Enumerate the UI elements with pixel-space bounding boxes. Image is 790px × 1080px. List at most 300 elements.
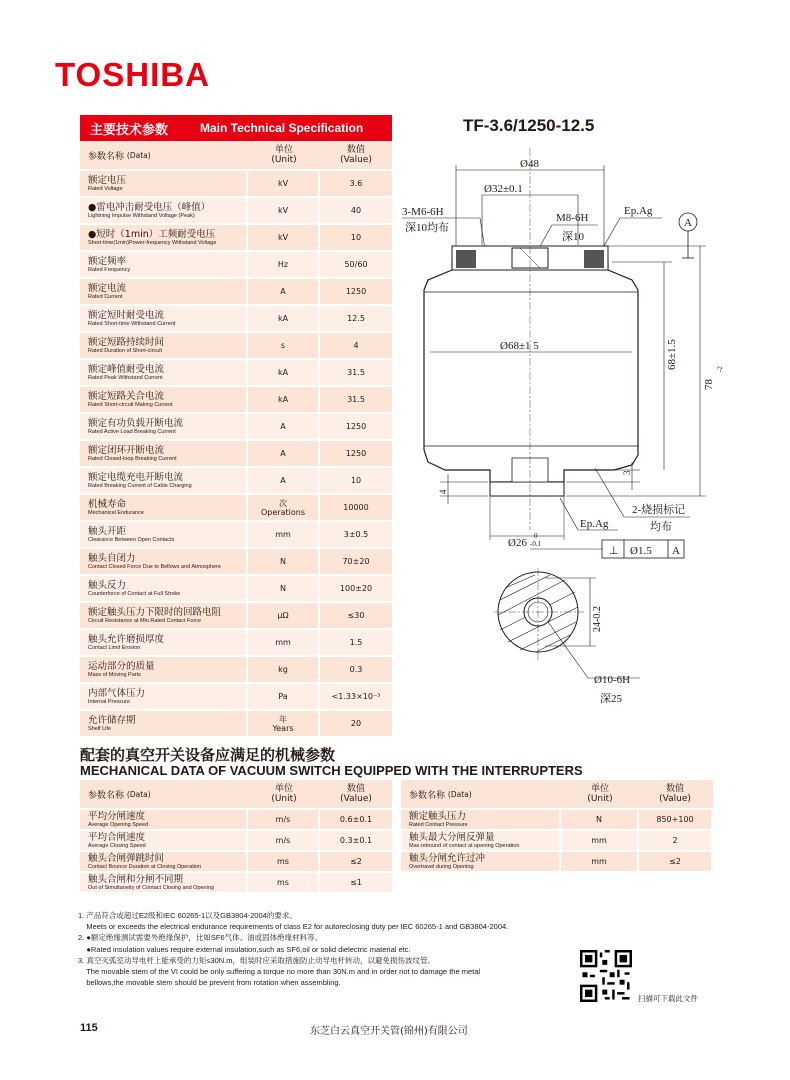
table-row: [80, 657, 392, 684]
table-row: [80, 549, 392, 576]
param-name-en: Max.rebound of contact at opening Operation: [409, 842, 520, 849]
qr-code-icon[interactable]: [580, 950, 632, 1002]
param-value: ≤2: [669, 857, 681, 866]
param-value: 0.6±0.1: [339, 815, 373, 824]
param-name-en: Lightning Impulse Withstand Voltage (Peak): [88, 212, 195, 219]
param-name-en: Rated Voltage: [88, 185, 123, 192]
col-value-en: (Value): [340, 155, 372, 165]
spec-column-header: [80, 141, 392, 171]
value-cell: [320, 495, 392, 520]
dim-d26: Ø26: [508, 537, 527, 549]
mech-left-rows: [80, 810, 392, 894]
param-name-cn: 触头反力: [88, 579, 127, 591]
param-name-cn: 触头开距: [88, 525, 127, 537]
unit-cell: [248, 198, 318, 223]
tol-symbol: ⊥: [609, 545, 619, 557]
unit-value: A: [280, 287, 286, 296]
param-value: 20: [350, 719, 362, 728]
col-value: [320, 780, 392, 808]
unit-cell: [561, 852, 637, 871]
value-cell: [320, 549, 392, 574]
param-cell: [80, 306, 246, 331]
unit-value: 次: [279, 498, 287, 508]
param-value: 3±0.5: [343, 530, 369, 539]
unit-cell: [248, 831, 318, 850]
tol-reference: A: [672, 545, 680, 557]
footnotes: [78, 910, 638, 988]
dim-d68: Ø68±1 5: [500, 340, 539, 352]
col-value-en: (Value): [340, 794, 372, 804]
unit-value: N: [280, 557, 286, 566]
unit-cell: [248, 333, 318, 358]
spec-header: [80, 115, 392, 141]
col-value-cn: 数值: [665, 784, 684, 794]
unit-value: Pa: [278, 692, 288, 701]
table-row: [80, 198, 392, 225]
value-cell: [320, 630, 392, 655]
param-value: 50/60: [344, 260, 368, 269]
param-value: ≤30: [347, 611, 365, 620]
param-value: 4: [353, 341, 359, 350]
unit-value: 年: [279, 714, 287, 724]
param-name-en: Counterforce of Contact at Full Stroke: [88, 590, 181, 597]
param-cell: [80, 873, 246, 892]
value-cell: [320, 360, 392, 385]
unit-cell: [248, 306, 318, 331]
param-name-en: Internal Pressure: [88, 698, 130, 705]
param-cell: [80, 810, 246, 829]
value-cell: [639, 810, 711, 829]
unit-cell: [248, 873, 318, 892]
label-epag-top: Ep.Ag: [624, 205, 653, 217]
param-name-cn: 内部气体压力: [88, 687, 146, 699]
param-name-cn: 触头合闸和分闸不同期: [88, 873, 184, 885]
param-value: 850+100: [656, 815, 694, 824]
param-cell: [80, 171, 246, 196]
spec-table: [80, 115, 392, 738]
value-cell: [320, 306, 392, 331]
unit-cell: [248, 387, 318, 412]
param-value: <1.33×10⁻³: [331, 692, 381, 701]
footnote-line: bellows,the movable stem should be prevent from rotation when assembling.: [78, 978, 341, 988]
mech-left-column-header: [80, 780, 392, 810]
col-value: [320, 141, 392, 169]
unit-cell: [248, 630, 318, 655]
col-value-cn: 数值: [346, 145, 365, 155]
param-name-en: Rated Current: [88, 293, 123, 300]
table-row: [401, 831, 713, 852]
param-cell: [80, 441, 246, 466]
mech-title-en: MECHANICAL DATA OF VACUUM SWITCH EQUIPPED WITH THE INTERRUPTERS: [80, 763, 583, 778]
unit-cell: [248, 603, 318, 628]
param-name-cn: 额定闭环开断电流: [88, 444, 165, 456]
unit-value: mm: [591, 836, 607, 845]
param-value: 100±20: [339, 584, 373, 593]
qr-label: 扫描可下载此文件: [638, 994, 698, 1003]
param-cell: [80, 414, 246, 439]
table-row: [80, 603, 392, 630]
value-cell: [320, 576, 392, 601]
table-row: [80, 495, 392, 522]
footnote-line: 2. ●额定绝缘测试需要外绝缘保护，比如SF6气体、油或固体绝缘材料等。: [78, 933, 323, 943]
value-cell: [320, 387, 392, 412]
unit-value: kA: [277, 314, 289, 323]
table-row: [80, 576, 392, 603]
table-row: [401, 810, 713, 831]
unit-value: A: [280, 476, 286, 485]
param-name-cn: 运动部分的质量: [88, 660, 155, 672]
param-cell: [80, 852, 246, 871]
col-param-en: (Data): [126, 150, 151, 160]
param-name-cn: 额定峰值耐受电流: [88, 363, 165, 375]
param-value: ≤2: [350, 857, 362, 866]
param-name-cn: 额定触头压力下限时的回路电阻: [88, 606, 222, 618]
technical-drawing: [400, 140, 730, 710]
value-cell: [639, 852, 711, 871]
col-unit-cn: 单位: [590, 784, 609, 794]
value-cell: [320, 252, 392, 277]
unit-cell: [248, 852, 318, 871]
param-name-en: Average Closing Speed: [88, 842, 146, 849]
mech-right-column-header: [401, 780, 713, 810]
param-name-en: Average Opening Speed: [88, 821, 149, 828]
param-cell: [80, 387, 246, 412]
unit-value: mm: [275, 530, 291, 539]
col-unit: [248, 780, 320, 808]
footnote-line: Meets or exceeds the electrical endurance requirements of class E2 for autoreclosing duty per IEC 60265-1 and GB3804-2004.: [78, 922, 509, 932]
param-name-cn: ●雷电冲击耐受电压（峰值）: [88, 201, 211, 213]
value-cell: [320, 852, 392, 871]
param-value: 12.5: [347, 314, 365, 323]
param-name-en: Clearance Between Open Contacts: [88, 536, 175, 543]
value-cell: [320, 441, 392, 466]
col-param-cn: 参数名称: [409, 790, 446, 801]
param-name-cn: 额定触头压力: [409, 810, 467, 822]
param-name-en: Mass of Moving Parts: [88, 671, 141, 678]
value-cell: [320, 171, 392, 196]
col-unit: [561, 780, 639, 808]
dim-h78-tol: -2: [716, 366, 724, 372]
param-name-en: Contact Limit Erosion: [88, 644, 141, 651]
param-name-en: Out of Simultaneity of Contact Closing and Opening: [88, 884, 214, 891]
unit-value: kg: [278, 665, 288, 674]
value-cell: [320, 810, 392, 829]
param-cell: [80, 225, 246, 250]
param-name-en: Rated Frequency: [88, 266, 131, 273]
param-cell: [80, 684, 246, 709]
table-row: [80, 852, 392, 873]
param-name-cn: 触头最大分闸反弹量: [409, 831, 495, 843]
tol-value: Ø1.5: [630, 545, 652, 557]
unit-cell: [248, 495, 318, 520]
col-param: [80, 141, 248, 169]
col-unit: [248, 141, 320, 169]
dim-d26-tol0: 0: [534, 532, 538, 540]
param-name-cn: 额定电压: [88, 174, 127, 186]
value-cell: [320, 414, 392, 439]
param-value: 70±20: [342, 557, 370, 566]
company-name: 东芝白云真空开关管(锦州)有限公司: [310, 1026, 468, 1037]
footnote-line: 3. 真空灭弧室动导电杆上能承受的力矩≤30N.m，组装时应采取措施防止动导电杆转动，以避免损伤波纹管。: [78, 955, 436, 965]
label-m8: M8-6H: [556, 212, 589, 224]
value-cell: [320, 198, 392, 223]
param-cell: [80, 522, 246, 547]
param-cell: [80, 252, 246, 277]
col-param: [401, 780, 561, 808]
unit-cell: [248, 252, 318, 277]
table-row: [80, 711, 392, 738]
param-name-en: Rated Contact Pressure: [409, 821, 468, 828]
unit-value: kV: [277, 233, 289, 242]
param-name-cn: 机械寿命: [88, 498, 127, 510]
dim-4: 4: [438, 489, 448, 494]
param-cell: [80, 576, 246, 601]
col-unit-en: (Unit): [271, 794, 297, 804]
param-name-cn: 额定短时耐受电流: [88, 309, 165, 321]
table-row: [80, 252, 392, 279]
unit-cell: [248, 810, 318, 829]
unit-value: kA: [277, 395, 289, 404]
param-name-cn: 平均合闸速度: [88, 831, 146, 843]
unit-cell: [561, 831, 637, 850]
param-name-cn: 额定短路关合电流: [88, 390, 165, 402]
col-unit-cn: 单位: [274, 784, 293, 794]
param-value: 10000: [343, 503, 369, 512]
param-name-cn: 允许储存期: [88, 714, 136, 726]
param-cell: [401, 852, 559, 871]
value-cell: [320, 225, 392, 250]
param-name-cn: 触头自闭力: [88, 552, 136, 564]
param-name-en: Circuit Resistance at Min.Rated Contact Force: [88, 617, 202, 624]
table-row: [80, 810, 392, 831]
spec-rows: [80, 171, 392, 738]
mech-title-cn: 配套的真空开关设备应满足的机械参数: [80, 746, 336, 764]
param-cell: [80, 279, 246, 304]
unit-cell: [248, 522, 318, 547]
param-name-cn: 触头允许磨损厚度: [88, 633, 165, 645]
col-value-en: (Value): [659, 794, 691, 804]
param-value: 10: [350, 233, 362, 242]
value-cell: [320, 333, 392, 358]
param-name-en: Shelf Life: [88, 725, 111, 732]
param-name-cn: 触头合闸弹跳时间: [88, 852, 165, 864]
dim-d26-tol: -0.1: [530, 540, 542, 548]
col-param-en: (Data): [447, 789, 472, 799]
col-param-cn: 参数名称: [88, 790, 125, 801]
param-value: 10: [350, 476, 362, 485]
dim-d10: Ø10-6H: [594, 674, 631, 686]
table-row: [80, 279, 392, 306]
dim-h24: 24-0.2: [592, 606, 603, 632]
col-unit-en: (Unit): [271, 155, 297, 165]
col-unit-en: (Unit): [587, 794, 613, 804]
unit-cell: [248, 576, 318, 601]
param-name-en: Contact Closed Force Due to Bellows and Atmosphere: [88, 563, 221, 570]
table-row: [80, 630, 392, 657]
param-name-cn: 触头分闸允许过冲: [409, 852, 486, 864]
mech-right-rows: [401, 810, 713, 873]
label-epag-bottom: Ep.Ag: [580, 518, 609, 530]
param-name-en: Rated Short-time Withstand Current: [88, 320, 176, 327]
footnote-line: ●Rated insulation values require external insulation,such as SF6,oil or solid dielectric material etc.: [78, 944, 411, 954]
unit-value: N: [596, 815, 602, 824]
unit-value: m/s: [275, 815, 291, 824]
spec-title-cn: 主要技术参数: [80, 119, 200, 138]
unit-value: μΩ: [277, 611, 289, 620]
param-value: 1250: [345, 422, 367, 431]
unit-cell: [248, 684, 318, 709]
param-cell: [80, 198, 246, 223]
label-burn-mark-2: 均布: [650, 521, 672, 533]
param-name-cn: 额定有功负载开断电流: [88, 417, 184, 429]
mech-table-left: [80, 780, 392, 894]
param-cell: [80, 468, 246, 493]
unit-value: mm: [591, 857, 607, 866]
page-number: 115: [80, 1022, 98, 1034]
value-cell: [320, 603, 392, 628]
dim-d10-depth: 深25: [600, 693, 622, 705]
unit-cell: [248, 279, 318, 304]
toshiba-logo: TOSHIBA: [55, 56, 210, 93]
unit-cell: [248, 360, 318, 385]
param-cell: [80, 603, 246, 628]
param-cell: [80, 831, 246, 850]
col-value-cn: 数值: [346, 784, 365, 794]
param-name-en: Rated Duration of Short-circuit: [88, 347, 162, 354]
unit-value: kV: [277, 179, 289, 188]
param-cell: [401, 831, 559, 850]
param-name-cn: ●短时（1min）工频耐受电压: [88, 228, 216, 240]
table-row: [80, 306, 392, 333]
table-row: [80, 360, 392, 387]
unit-cell: [248, 711, 318, 736]
unit-cell: [248, 171, 318, 196]
table-row: [80, 468, 392, 495]
param-cell: [80, 657, 246, 682]
param-name-en: Overtravel during Opening: [409, 863, 474, 870]
param-value: 40: [350, 206, 362, 215]
param-name-en: Contact Bounce Duration at Closing Operation: [88, 863, 202, 870]
table-row: [80, 333, 392, 360]
unit-cell: [248, 414, 318, 439]
unit-value: A: [280, 422, 286, 431]
dim-h78: 78: [703, 379, 715, 390]
unit-value-en: Operations: [261, 507, 305, 517]
label-m6-depth: 深10均布: [405, 222, 449, 234]
param-name-en: Rated Breaking Current of Cable Charging: [88, 482, 192, 489]
value-cell: [320, 279, 392, 304]
label-m6: 3-M6-6H: [402, 206, 444, 218]
unit-value: ms: [277, 857, 289, 866]
param-name-en: Rated Closed-loop Breaking Current: [88, 455, 177, 462]
datum-a-label: A: [684, 217, 692, 229]
unit-value: m/s: [275, 836, 291, 845]
spec-title-en: Main Technical Specification: [200, 121, 364, 135]
param-value: 1250: [345, 449, 367, 458]
param-name-cn: 额定电流: [88, 282, 127, 294]
param-name-en: Mechanical Endurance: [88, 509, 144, 516]
param-name-en: Rated Short-circuit Making Current: [88, 401, 173, 408]
value-cell: [320, 711, 392, 736]
param-cell: [80, 711, 246, 736]
unit-value: s: [280, 341, 286, 350]
param-value: 0.3±0.1: [339, 836, 373, 845]
label-m8-depth: 深10: [562, 231, 584, 243]
unit-value: ms: [277, 878, 289, 887]
table-row: [80, 873, 392, 894]
unit-cell: [248, 225, 318, 250]
param-name-en: Rated Active Load Breaking Current: [88, 428, 176, 435]
col-param-cn: 参数名称: [88, 151, 125, 162]
label-burn-mark: 2-烧损标记: [632, 504, 686, 516]
value-cell: [320, 657, 392, 682]
col-value: [639, 780, 711, 808]
unit-cell: [248, 468, 318, 493]
param-name-en: Short-time(1min)Power-frequency Withstand Voltage: [88, 239, 217, 246]
param-value: 1.5: [349, 638, 363, 647]
unit-value: mm: [275, 638, 291, 647]
mech-table-right: [401, 780, 713, 873]
col-unit-cn: 单位: [274, 145, 293, 155]
param-cell: [80, 549, 246, 574]
param-cell: [401, 810, 559, 829]
dim-h68: 68±1.5: [666, 339, 678, 370]
unit-cell: [561, 810, 637, 829]
table-row: [80, 831, 392, 852]
model-number: TF-3.6/1250-12.5: [463, 116, 595, 135]
table-row: [80, 522, 392, 549]
col-param-en: (Data): [126, 789, 151, 799]
param-value: 31.5: [347, 395, 365, 404]
dim-d48: Ø48: [520, 158, 539, 170]
value-cell: [320, 684, 392, 709]
param-value: 1250: [345, 287, 367, 296]
value-cell: [320, 522, 392, 547]
value-cell: [320, 873, 392, 892]
table-row: [80, 414, 392, 441]
footnote-line: The movable stem of the VI could be only suffering a torque no more than 30N.m and in order not to damage the metal: [78, 967, 481, 977]
param-cell: [80, 333, 246, 358]
param-value: 0.3: [349, 665, 363, 674]
unit-value: Hz: [277, 260, 289, 269]
value-cell: [639, 831, 711, 850]
param-name-en: Rated Peak Withstand Current: [88, 374, 163, 381]
value-cell: [320, 831, 392, 850]
param-name-cn: 额定电缆充电开断电流: [88, 471, 184, 483]
table-row: [80, 225, 392, 252]
param-name-cn: 额定频率: [88, 255, 127, 267]
col-param: [80, 780, 248, 808]
param-cell: [80, 630, 246, 655]
dim-3: 3: [622, 470, 632, 475]
footnote-line: 1. 产品符合或超过E2级和IEC 60265-1以及GB3804-2004的要求。: [78, 911, 297, 920]
param-name-cn: 额定短路持续时间: [88, 336, 165, 348]
unit-value: N: [280, 584, 286, 593]
unit-cell: [248, 657, 318, 682]
unit-cell: [248, 441, 318, 466]
table-row: [80, 387, 392, 414]
param-cell: [80, 360, 246, 385]
param-value: 2: [672, 836, 678, 845]
unit-value: kV: [277, 206, 289, 215]
param-cell: [80, 495, 246, 520]
unit-value: kA: [277, 368, 289, 377]
table-row: [80, 441, 392, 468]
table-row: [401, 852, 713, 873]
param-value: 3.6: [349, 179, 363, 188]
unit-value: A: [280, 449, 286, 458]
param-name-cn: 平均分闸速度: [88, 810, 146, 822]
